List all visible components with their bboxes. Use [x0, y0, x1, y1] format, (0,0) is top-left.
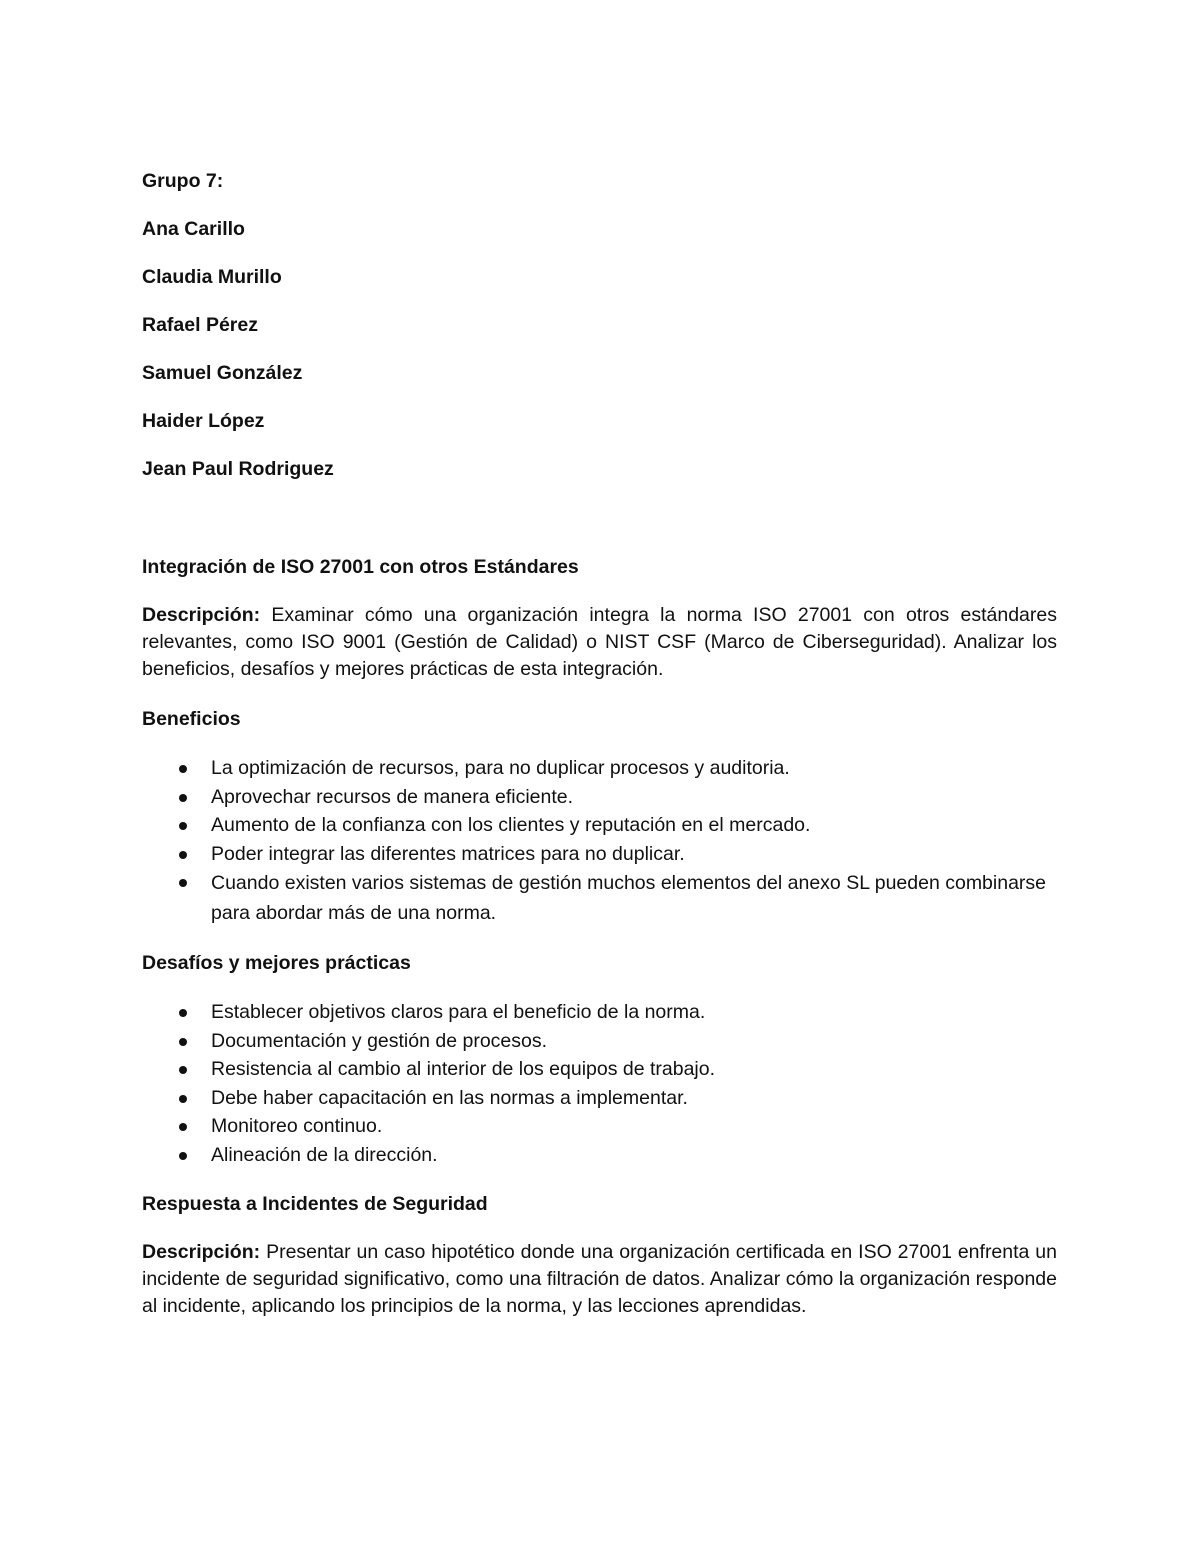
list-item-text: Aprovechar recursos de manera eficiente.: [211, 785, 574, 808]
list-item: [142, 1084, 1057, 1113]
bullet-icon: [179, 1152, 187, 1160]
challenges-list: [142, 998, 1057, 1169]
list-item-text: Aumento de la confianza con los clientes y reputación en el mercado.: [211, 814, 811, 836]
member-name: Samuel González: [142, 362, 303, 384]
document-content: [142, 168, 1057, 1343]
section-title-benefits: Beneficios: [142, 708, 241, 730]
description-paragraph: [142, 602, 1057, 683]
description-text: Examinar cómo una organización integra la norma ISO 27001 con otros estándares relevantes, como ISO 9001 (Gestión de Calidad) o NIST CSF (Marco de Ciberseguridad). Analizar los beneficios, desafíos y mejores prácticas de esta integración.: [142, 604, 1057, 680]
bullet-icon: [179, 1038, 187, 1046]
list-item-text: Cuando existen varios sistemas de gestión muchos elementos del anexo SL pueden combinarse para abordar más de una norma.: [211, 872, 1047, 924]
benefits-list: [142, 754, 1057, 928]
bullet-icon: [179, 794, 187, 802]
list-item-text: Alineación de la dirección.: [211, 1143, 438, 1166]
member-name: Ana Carillo: [142, 218, 245, 240]
list-item: [142, 754, 1057, 783]
list-item: [142, 1112, 1057, 1141]
section-title-incidents: Respuesta a Incidentes de Seguridad: [142, 1193, 488, 1215]
bullet-icon: [179, 1009, 187, 1017]
member-name: Jean Paul Rodriguez: [142, 458, 334, 480]
member-name: Claudia Murillo: [142, 266, 282, 288]
list-item-text: Monitoreo continuo.: [211, 1115, 383, 1137]
bullet-icon: [179, 765, 187, 773]
bullet-icon: [179, 1066, 187, 1074]
description-paragraph: [142, 1239, 1057, 1320]
section-title-challenges: Desafíos y mejores prácticas: [142, 952, 411, 974]
description-text: Presentar un caso hipotético donde una organización certificada en ISO 27001 enfrenta un incidente de seguridad significativo, como una filtración de datos. Analizar cómo la organización responde al incidente, aplicando los principios de la norma, y las lecciones aprendidas.: [142, 1241, 1058, 1317]
member-name: Haider López: [142, 410, 265, 432]
group-title: Grupo 7:: [142, 170, 224, 192]
section-title-integration: Integración de ISO 27001 con otros Estándares: [142, 556, 579, 578]
list-item-text: Resistencia al cambio al interior de los equipos de trabajo.: [211, 1058, 716, 1080]
list-item-text: La optimización de recursos, para no duplicar procesos y auditoria.: [211, 757, 790, 779]
bullet-icon: [179, 1095, 187, 1103]
description-label: Descripción:: [142, 1241, 261, 1263]
bullet-icon: [179, 879, 187, 887]
member-name: Rafael Pérez: [142, 314, 258, 336]
list-item: [142, 1055, 1057, 1084]
bullet-icon: [179, 822, 187, 830]
list-item-text: Establecer objetivos claros para el beneficio de la norma.: [211, 1001, 706, 1023]
list-item: [142, 868, 1057, 928]
list-item: [142, 783, 1057, 812]
list-item-text: Poder integrar las diferentes matrices para no duplicar.: [211, 842, 685, 865]
bullet-icon: [179, 1123, 187, 1131]
list-item: [142, 811, 1057, 840]
description-label: Descripción:: [142, 604, 261, 626]
list-item: [142, 1027, 1057, 1056]
spacer: [142, 483, 1057, 554]
list-item: [142, 840, 1057, 869]
bullet-icon: [179, 851, 187, 859]
list-item: [142, 1141, 1057, 1170]
list-item-text: Documentación y gestión de procesos.: [211, 1029, 548, 1052]
list-item: [142, 998, 1057, 1027]
list-item-text: Debe haber capacitación en las normas a implementar.: [211, 1086, 688, 1109]
